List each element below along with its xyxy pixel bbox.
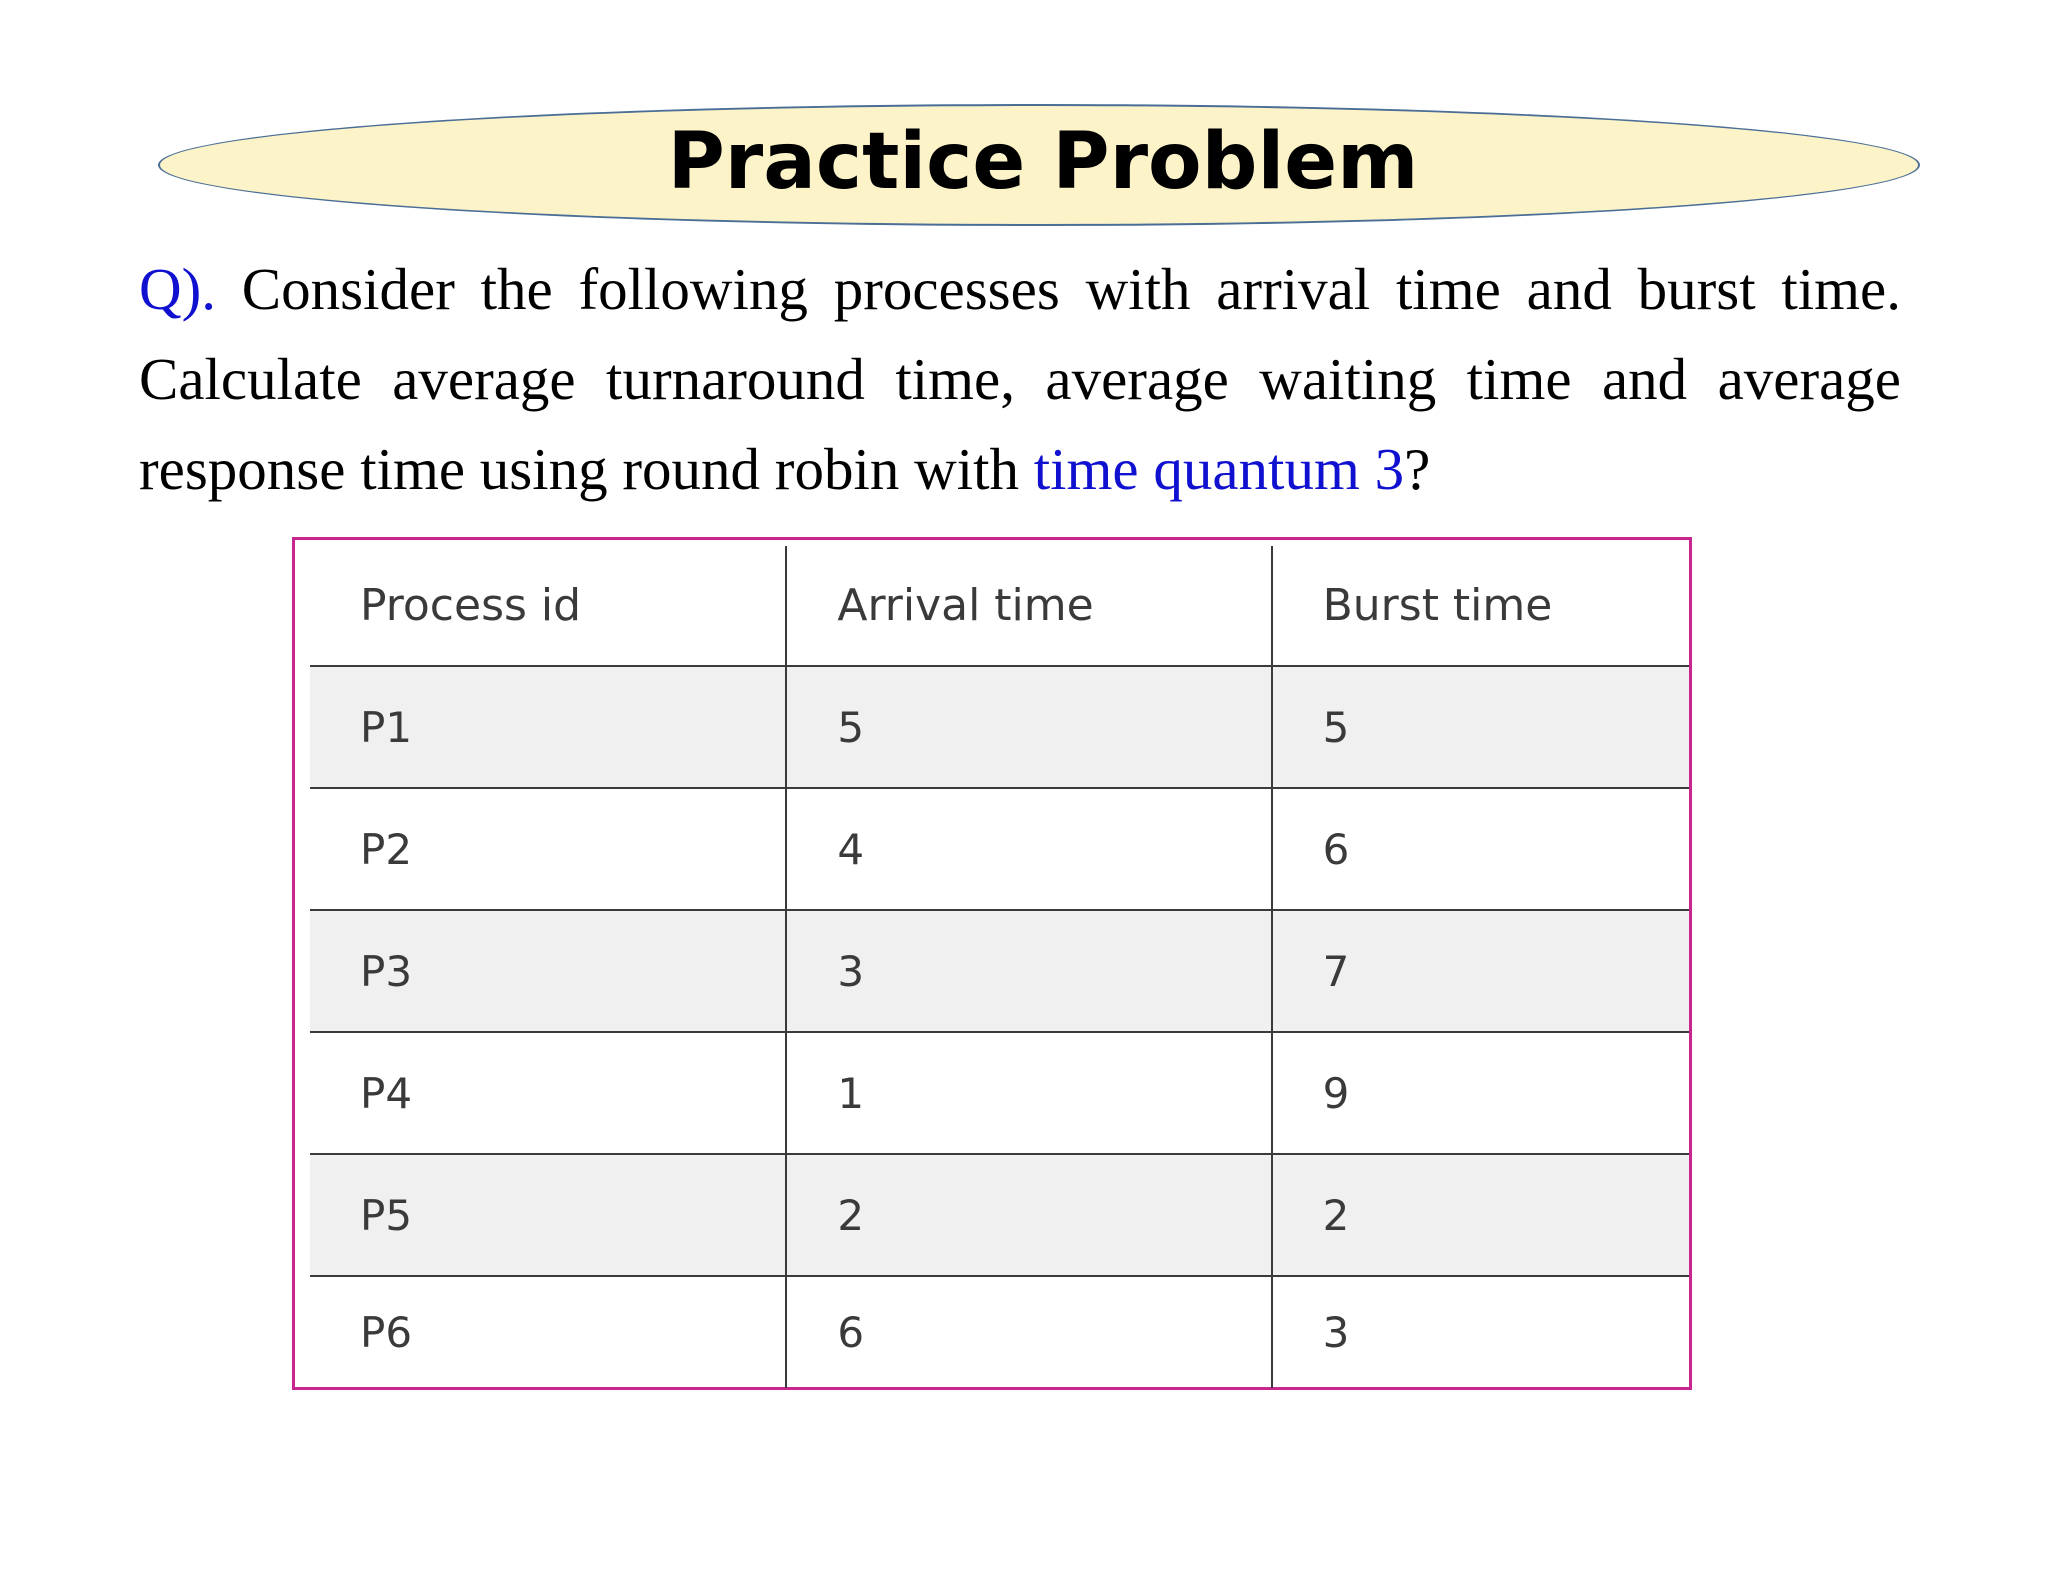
cell-process-id: P6: [310, 1276, 786, 1388]
question-prefix: Q).: [139, 256, 217, 322]
question-suffix: ?: [1404, 436, 1431, 502]
table-row: [310, 1154, 1689, 1276]
cell-process-id: P4: [310, 1032, 786, 1154]
time-quantum-highlight: time quantum 3: [1033, 436, 1405, 502]
cell-arrival-time: 3: [786, 910, 1271, 1032]
cell-process-id: P5: [310, 1154, 786, 1276]
cell-arrival-time: 2: [786, 1154, 1271, 1276]
cell-burst-time: 6: [1272, 788, 1689, 910]
cell-process-id: P1: [310, 666, 786, 788]
table-row: [310, 1276, 1689, 1388]
question-text: [139, 244, 1901, 514]
cell-burst-time: 7: [1272, 910, 1689, 1032]
table-row: [310, 910, 1689, 1032]
cell-arrival-time: 5: [786, 666, 1271, 788]
cell-burst-time: 9: [1272, 1032, 1689, 1154]
cell-process-id: P2: [310, 788, 786, 910]
cell-process-id: P3: [310, 910, 786, 1032]
cell-arrival-time: 4: [786, 788, 1271, 910]
process-table: [310, 546, 1689, 1388]
cell-burst-time: 2: [1272, 1154, 1689, 1276]
header-burst-time: Burst time: [1272, 546, 1689, 666]
page-title: Practice Problem: [667, 117, 1419, 207]
question-body: Consider the following processes with arrival time and burst time. Calculate average turnaround time, average waiting time and average response time using round robin with: [139, 256, 1901, 502]
table-header-row: [310, 546, 1689, 666]
cell-burst-time: 3: [1322, 1308, 1350, 1357]
process-table-frame: [292, 537, 1692, 1390]
table-row: [310, 666, 1689, 788]
header-arrival-time: Arrival time: [786, 546, 1271, 666]
header-process-id: Process id: [310, 546, 786, 666]
cell-arrival-time: 6: [786, 1276, 1271, 1388]
cell-arrival-time: 1: [786, 1032, 1271, 1154]
table-row: [310, 1032, 1689, 1154]
cell-burst-time: 5: [1272, 666, 1689, 788]
table-row: [310, 788, 1689, 910]
